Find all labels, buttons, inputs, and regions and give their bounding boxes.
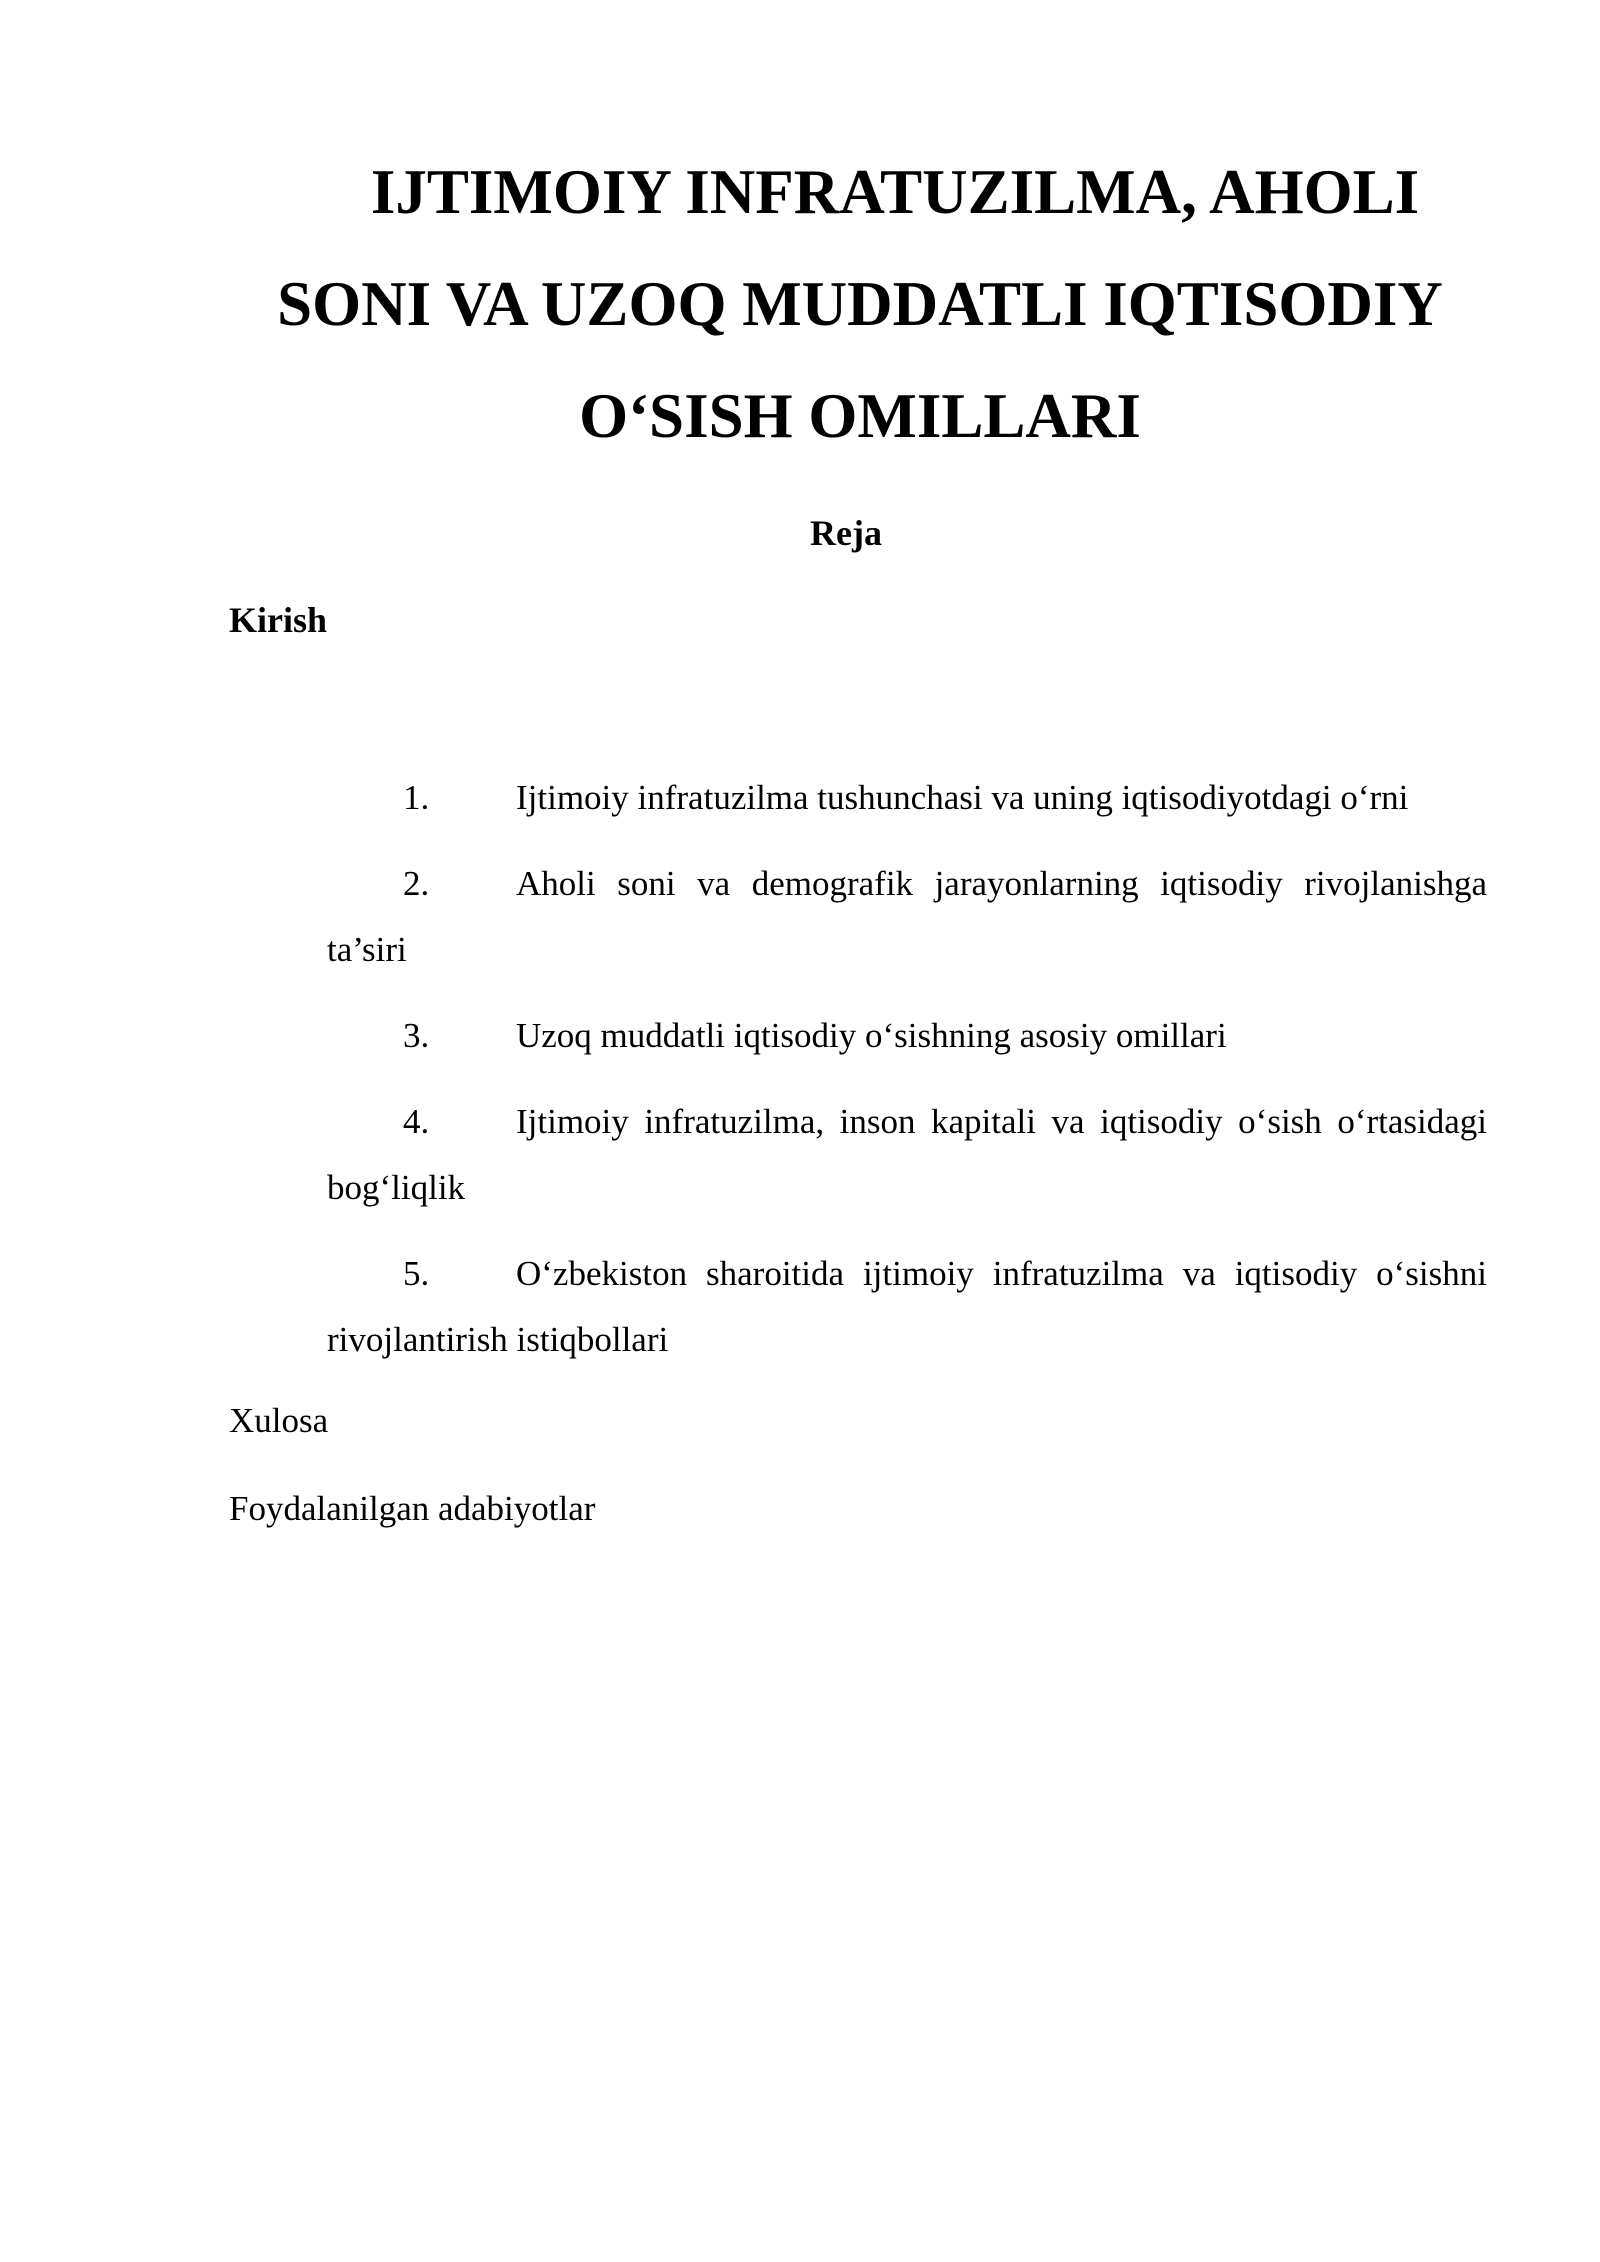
plan-item-text: Aholi soni va demografik jarayonlarning iqtisodiy rivojlanishga ta’siri (327, 864, 1487, 969)
plan-item-number: 3. (403, 1016, 430, 1055)
plan-list (327, 765, 1487, 1393)
plan-item-text: O‘zbekiston sharoitida ijtimoiy infratuzilma va iqtisodiy o‘sishni rivojlantirish istiqbollari (327, 1254, 1487, 1359)
plan-item-5 (327, 1241, 1487, 1373)
plan-item-number: 5. (403, 1254, 430, 1293)
plan-item-number: 2. (403, 864, 430, 903)
title-line-1: IJTIMOIY INFRATUZILMA, AHOLI (370, 157, 1420, 227)
references-heading: Foydalanilgan adabiyotlar (229, 1489, 596, 1528)
intro-heading: Kirish (229, 600, 328, 640)
plan-item-3 (327, 1003, 1487, 1069)
title-line-3: O‘SISH OMILLARI (579, 381, 1141, 451)
title-line-2: SONI VA UZOQ MUDDATLI IQTISODIY (277, 269, 1443, 339)
plan-item-text: Ijtimoiy infratuzilma tushunchasi va uning iqtisodiyotdagi o‘rni (516, 778, 1409, 817)
plan-item-number: 1. (403, 778, 430, 817)
conclusion-heading: Xulosa (229, 1401, 329, 1440)
plan-item-2 (327, 851, 1487, 983)
plan-item-text: Ijtimoiy infratuzilma, inson kapitali va iqtisodiy o‘sish o‘rtasidagi bog‘liqlik (327, 1102, 1487, 1207)
plan-item-4 (327, 1089, 1487, 1221)
plan-heading: Reja (810, 513, 882, 553)
document-title (230, 136, 1490, 472)
plan-item-text: Uzoq muddatli iqtisodiy o‘sishning asosiy omillari (516, 1016, 1227, 1055)
plan-item-number: 4. (403, 1102, 430, 1141)
plan-item-1 (327, 765, 1487, 831)
